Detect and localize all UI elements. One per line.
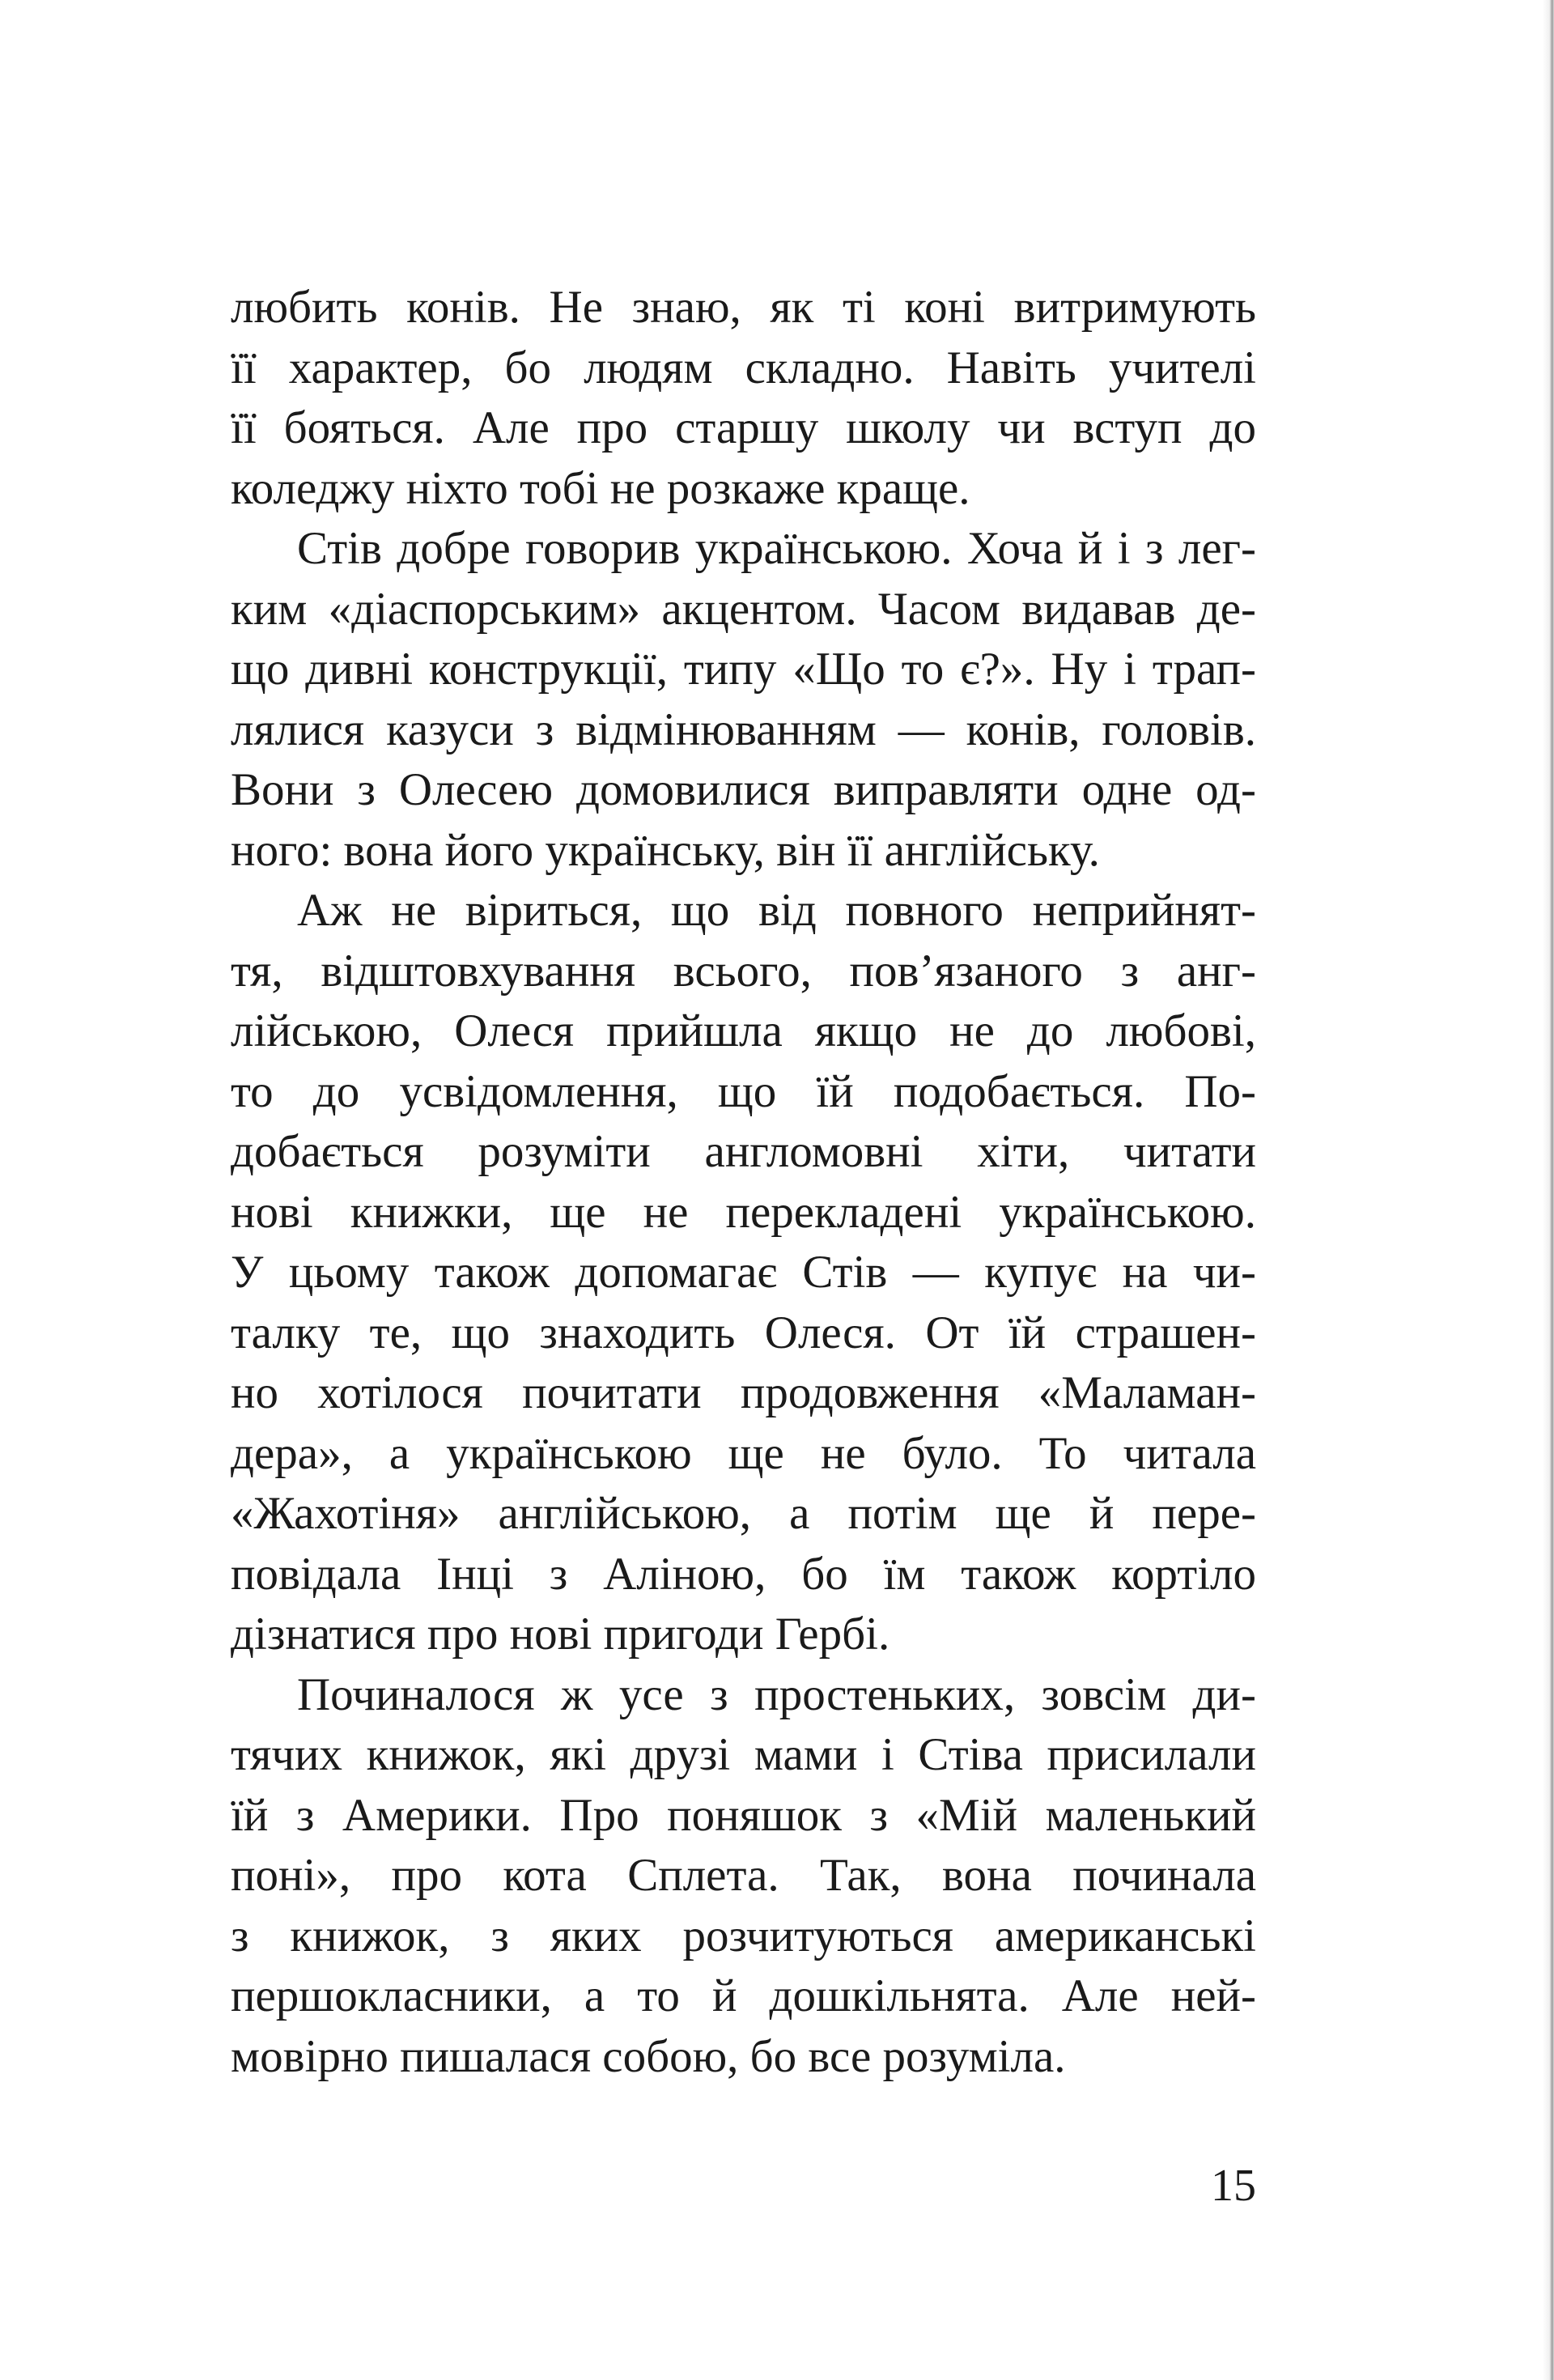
text-line: поні», про кота Сплета. Так, вона починала [231, 1850, 1256, 1901]
text-line: дера», а українською ще не було. То читала [231, 1427, 1256, 1479]
text-line: но хотілося почитати продовження «Маламан- [231, 1367, 1256, 1418]
text-line: Аж не віриться, що від повного неприйнят- [297, 885, 1256, 936]
text-line: тячих книжок, які друзі мами і Стіва присилали [231, 1729, 1256, 1780]
text-line: коледжу ніхто тобі не розкаже краще. [231, 462, 970, 514]
page-body-text [231, 278, 1256, 2087]
paragraph [231, 278, 1256, 519]
text-line: що дивні конструкції, типу «Що то є?». Ну і трап- [231, 644, 1256, 695]
text-line: добається розуміти англомовні хіти, читати [231, 1126, 1256, 1177]
text-line: ного: вона його українську, він її англійську. [231, 824, 1100, 876]
text-line: любить конів. Не знаю, як ті коні витримують [231, 282, 1256, 333]
text-line: Починалося ж усе з простеньких, зовсім ди- [297, 1668, 1256, 1720]
text-line: ким «діаспорським» акцентом. Часом видавав де- [231, 583, 1256, 635]
text-line: нові книжки, ще не перекладені українською. [231, 1186, 1256, 1238]
text-line: повідала Інці з Аліною, бо їм також кортіло [231, 1548, 1256, 1600]
text-line: то до усвідомлення, що їй подобається. По- [231, 1065, 1256, 1117]
text-line: з книжок, з яких розчитуються американські [231, 1910, 1256, 1961]
text-line: тя, відштовхування всього, пов’язаного з анг- [231, 945, 1256, 997]
paragraph [231, 519, 1256, 881]
paragraph [231, 881, 1256, 1665]
text-line: їй з Америки. Про поняшок з «Мій маленький [231, 1789, 1256, 1841]
text-line: Вони з Олесею домовилися виправляти одне од- [231, 764, 1256, 815]
text-line: «Жахотіня» англійською, а потім ще й пере- [231, 1488, 1256, 1539]
text-line: мовірно пишалася собою, бо все розуміла. [231, 2030, 1066, 2082]
text-line: У цьому також допомагає Стів — купує на чи- [231, 1247, 1256, 1298]
text-line: талку те, що знаходить Олеся. От їй страшен- [231, 1307, 1256, 1358]
text-line: її бояться. Але про старшу школу чи вступ до [231, 402, 1256, 453]
paragraph [231, 1665, 1256, 2088]
text-line: Стів добре говорив українською. Хоча й і з лег- [297, 523, 1256, 574]
text-line: її характер, бо людям складно. Навіть учителі [231, 342, 1256, 393]
text-line: дізнатися про нові пригоди Гербі. [231, 1609, 890, 1660]
text-line: першокласники, а то й дошкільнята. Але ней- [231, 1970, 1256, 2021]
text-line: лялися казуси з відмінюванням — конів, головів. [231, 703, 1256, 755]
page-edge-shadow [1543, 0, 1554, 2380]
text-line: лійською, Олеся прийшла якщо не до любові, [231, 1005, 1256, 1056]
page-number: 15 [1211, 2161, 1256, 2211]
